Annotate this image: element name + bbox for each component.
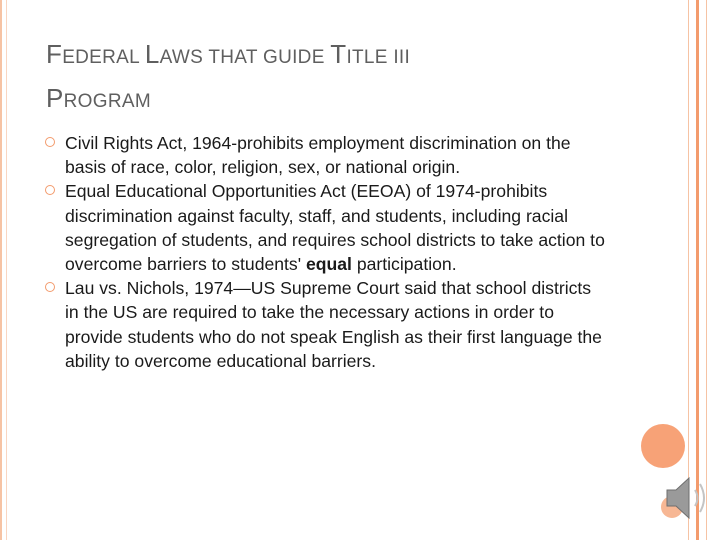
decorative-stripe (696, 0, 699, 540)
bullet-text: Lau vs. Nichols, 1974—US Supreme Court said that school districts in the US are required to take the necessary actions in order to provide students who do not speak English as their first language the ability to overcome educational barriers. (65, 278, 602, 371)
decorative-stripe (0, 0, 2, 540)
slide-title (46, 34, 646, 122)
title-word: LAWS THAT GUIDE (144, 39, 331, 69)
bullet-bold-text: equal (305, 254, 352, 275)
bullet-text: participation. (351, 254, 457, 275)
title-word: TITLE III (330, 39, 411, 69)
title-word: PROGRAM (46, 83, 151, 113)
bullet-item (46, 131, 606, 179)
bullet-item (46, 276, 606, 373)
decorative-circle (641, 424, 685, 468)
circle-bullet-icon (45, 137, 55, 147)
title-word: FEDERAL (46, 39, 145, 69)
bullet-text: Civil Rights Act, 1964-prohibits employment discrimination on the basis of race, color, religion, sex, or national origin. (65, 133, 571, 178)
decorative-stripe (688, 0, 689, 540)
circle-bullet-icon (45, 282, 55, 292)
bullet-item (46, 179, 606, 276)
speaker-icon[interactable] (663, 468, 713, 528)
decorative-stripe (6, 0, 7, 540)
bullet-text: Equal Educational Opportunities Act (EEOA) of 1974-prohibits discrimination against faculty, staff, and students, including racial segregation of students, and requires school districts to take action to overcome barriers to students' (65, 181, 605, 275)
bullet-list (46, 131, 606, 373)
decorative-stripe (706, 0, 707, 540)
circle-bullet-icon (45, 185, 55, 195)
